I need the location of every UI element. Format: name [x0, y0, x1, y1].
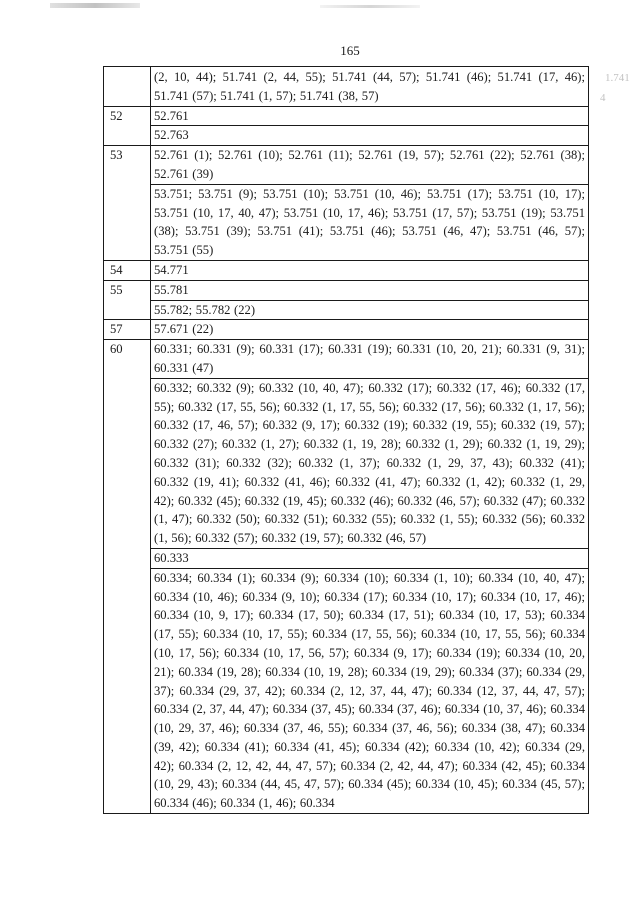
- codes-cell: 53.751; 53.751 (9); 53.751 (10); 53.751 (10, 46); 53.751 (17); 53.751 (10, 17); 53.751 (10, 17, 40, 47); 53.751 (10, 17, 46); 53.751 (17, 57); 53.751 (19); 53.751 (38); 53.751 (39); 53.751 (41); 53.751 (46); 53.751 (46, 47); 53.751 (46, 57); 53.751 (55): [151, 184, 589, 260]
- scan-artifact-top-center: [320, 5, 420, 8]
- code-listing-table: [103, 66, 589, 814]
- margin-bleed-text: 4: [600, 92, 606, 104]
- row-number-cell: [104, 67, 151, 107]
- codes-cell: 60.331; 60.331 (9); 60.331 (17); 60.331 (19); 60.331 (10, 20, 21); 60.331 (9, 31); 60.331 (47): [151, 340, 589, 379]
- margin-bleed-text: 1.741: [605, 72, 630, 84]
- codes-cell: 52.761: [151, 106, 589, 126]
- codes-cell: 60.334; 60.334 (1); 60.334 (9); 60.334 (10); 60.334 (1, 10); 60.334 (10, 40, 47); 60.334 (10, 46); 60.334 (9, 10); 60.334 (17); 60.334 (10, 17); 60.334 (10, 17, 46); 60.334 (10, 9, 17); 60.334 (17, 50); 60.334 (17, 51); 60.334 (10, 17, 53); 60.334 (17, 55); 60.334 (10, 17, 55); 60.334 (17, 55, 56); 60.334 (10, 17, 55, 56); 60.334 (10, 17, 56); 60.334 (10, 17, 56, 57); 60.334 (9, 17); 60.334 (19); 60.334 (10, 20, 21); 60.334 (19, 28); 60.334 (10, 19, 28); 60.334 (19, 29); 60.334 (37); 60.334 (29, 37); 60.334 (29, 37, 42); 60.334 (2, 12, 37, 44, 47); 60.334 (12, 37, 44, 47, 57); 60.334 (2, 37, 44, 47); 60.334 (37, 45); 60.334 (37, 46); 60.334 (10, 37, 46); 60.334 (10, 29, 37, 46); 60.334 (37, 46, 55); 60.334 (37, 46, 56); 60.334 (38, 47); 60.334 (39, 42); 60.334 (41); 60.334 (41, 45); 60.334 (42); 60.334 (10, 42); 60.334 (29, 42); 60.334 (2, 12, 42, 44, 47, 57); 60.334 (2, 42, 44, 47); 60.334 (42, 45); 60.334 (10, 29, 43); 60.334 (44, 45, 47, 57); 60.334 (45); 60.334 (10, 45); 60.334 (45, 57); 60.334 (46); 60.334 (1, 46); 60.334: [151, 568, 589, 813]
- codes-cell: 52.761 (1); 52.761 (10); 52.761 (11); 52.761 (19, 57); 52.761 (22); 52.761 (38); 52.761 (39): [151, 146, 589, 185]
- table-row: [104, 300, 589, 320]
- table-row: [104, 67, 589, 107]
- codes-cell: 60.333: [151, 548, 589, 568]
- table-row: [104, 568, 589, 813]
- codes-cell: (2, 10, 44); 51.741 (2, 44, 55); 51.741 (44, 57); 51.741 (46); 51.741 (17, 46); 51.741 (57); 51.741 (1, 57); 51.741 (38, 57): [151, 67, 589, 107]
- codes-cell: 60.332; 60.332 (9); 60.332 (10, 40, 47); 60.332 (17); 60.332 (17, 46); 60.332 (17, 55); 60.332 (17, 55, 56); 60.332 (1, 17, 55, 56); 60.332 (17, 56); 60.332 (1, 17, 56); 60.332 (17, 46, 57); 60.332 (9, 17); 60.332 (19); 60.332 (19, 55); 60.332 (19, 57); 60.332 (27); 60.332 (1, 27); 60.332 (1, 19, 28); 60.332 (1, 29); 60.332 (1, 19, 29); 60.332 (31); 60.332 (32); 60.332 (1, 37); 60.332 (1, 29, 37, 43); 60.332 (41); 60.332 (19, 41); 60.332 (41, 46); 60.332 (41, 47); 60.332 (1, 42); 60.332 (1, 29, 42); 60.332 (45); 60.332 (19, 45); 60.332 (46); 60.332 (46, 57); 60.332 (47); 60.332 (1, 47); 60.332 (50); 60.332 (51); 60.332 (55); 60.332 (1, 55); 60.332 (56); 60.332 (1, 56); 60.332 (57); 60.332 (19, 57); 60.332 (46, 57): [151, 378, 589, 548]
- table-row: [104, 126, 589, 146]
- table-row: [104, 378, 589, 548]
- row-number-cell: 52: [104, 106, 151, 146]
- page-number: 165: [340, 43, 360, 58]
- table-row: [104, 548, 589, 568]
- table-row: [104, 146, 589, 185]
- scan-artifact-top: [50, 3, 140, 8]
- codes-cell: 54.771: [151, 260, 589, 280]
- codes-cell: 57.671 (22): [151, 320, 589, 340]
- row-number-cell: 53: [104, 146, 151, 261]
- table-row: [104, 260, 589, 280]
- row-number-cell: 55: [104, 280, 151, 320]
- row-number-cell: 54: [104, 260, 151, 280]
- row-number-cell: 57: [104, 320, 151, 340]
- codes-cell: 55.781: [151, 280, 589, 300]
- table-row: [104, 340, 589, 379]
- codes-cell: 55.782; 55.782 (22): [151, 300, 589, 320]
- table-row: [104, 320, 589, 340]
- table-row: [104, 280, 589, 300]
- table-row: [104, 184, 589, 260]
- row-number-cell: 60: [104, 340, 151, 814]
- codes-cell: 52.763: [151, 126, 589, 146]
- table-row: [104, 106, 589, 126]
